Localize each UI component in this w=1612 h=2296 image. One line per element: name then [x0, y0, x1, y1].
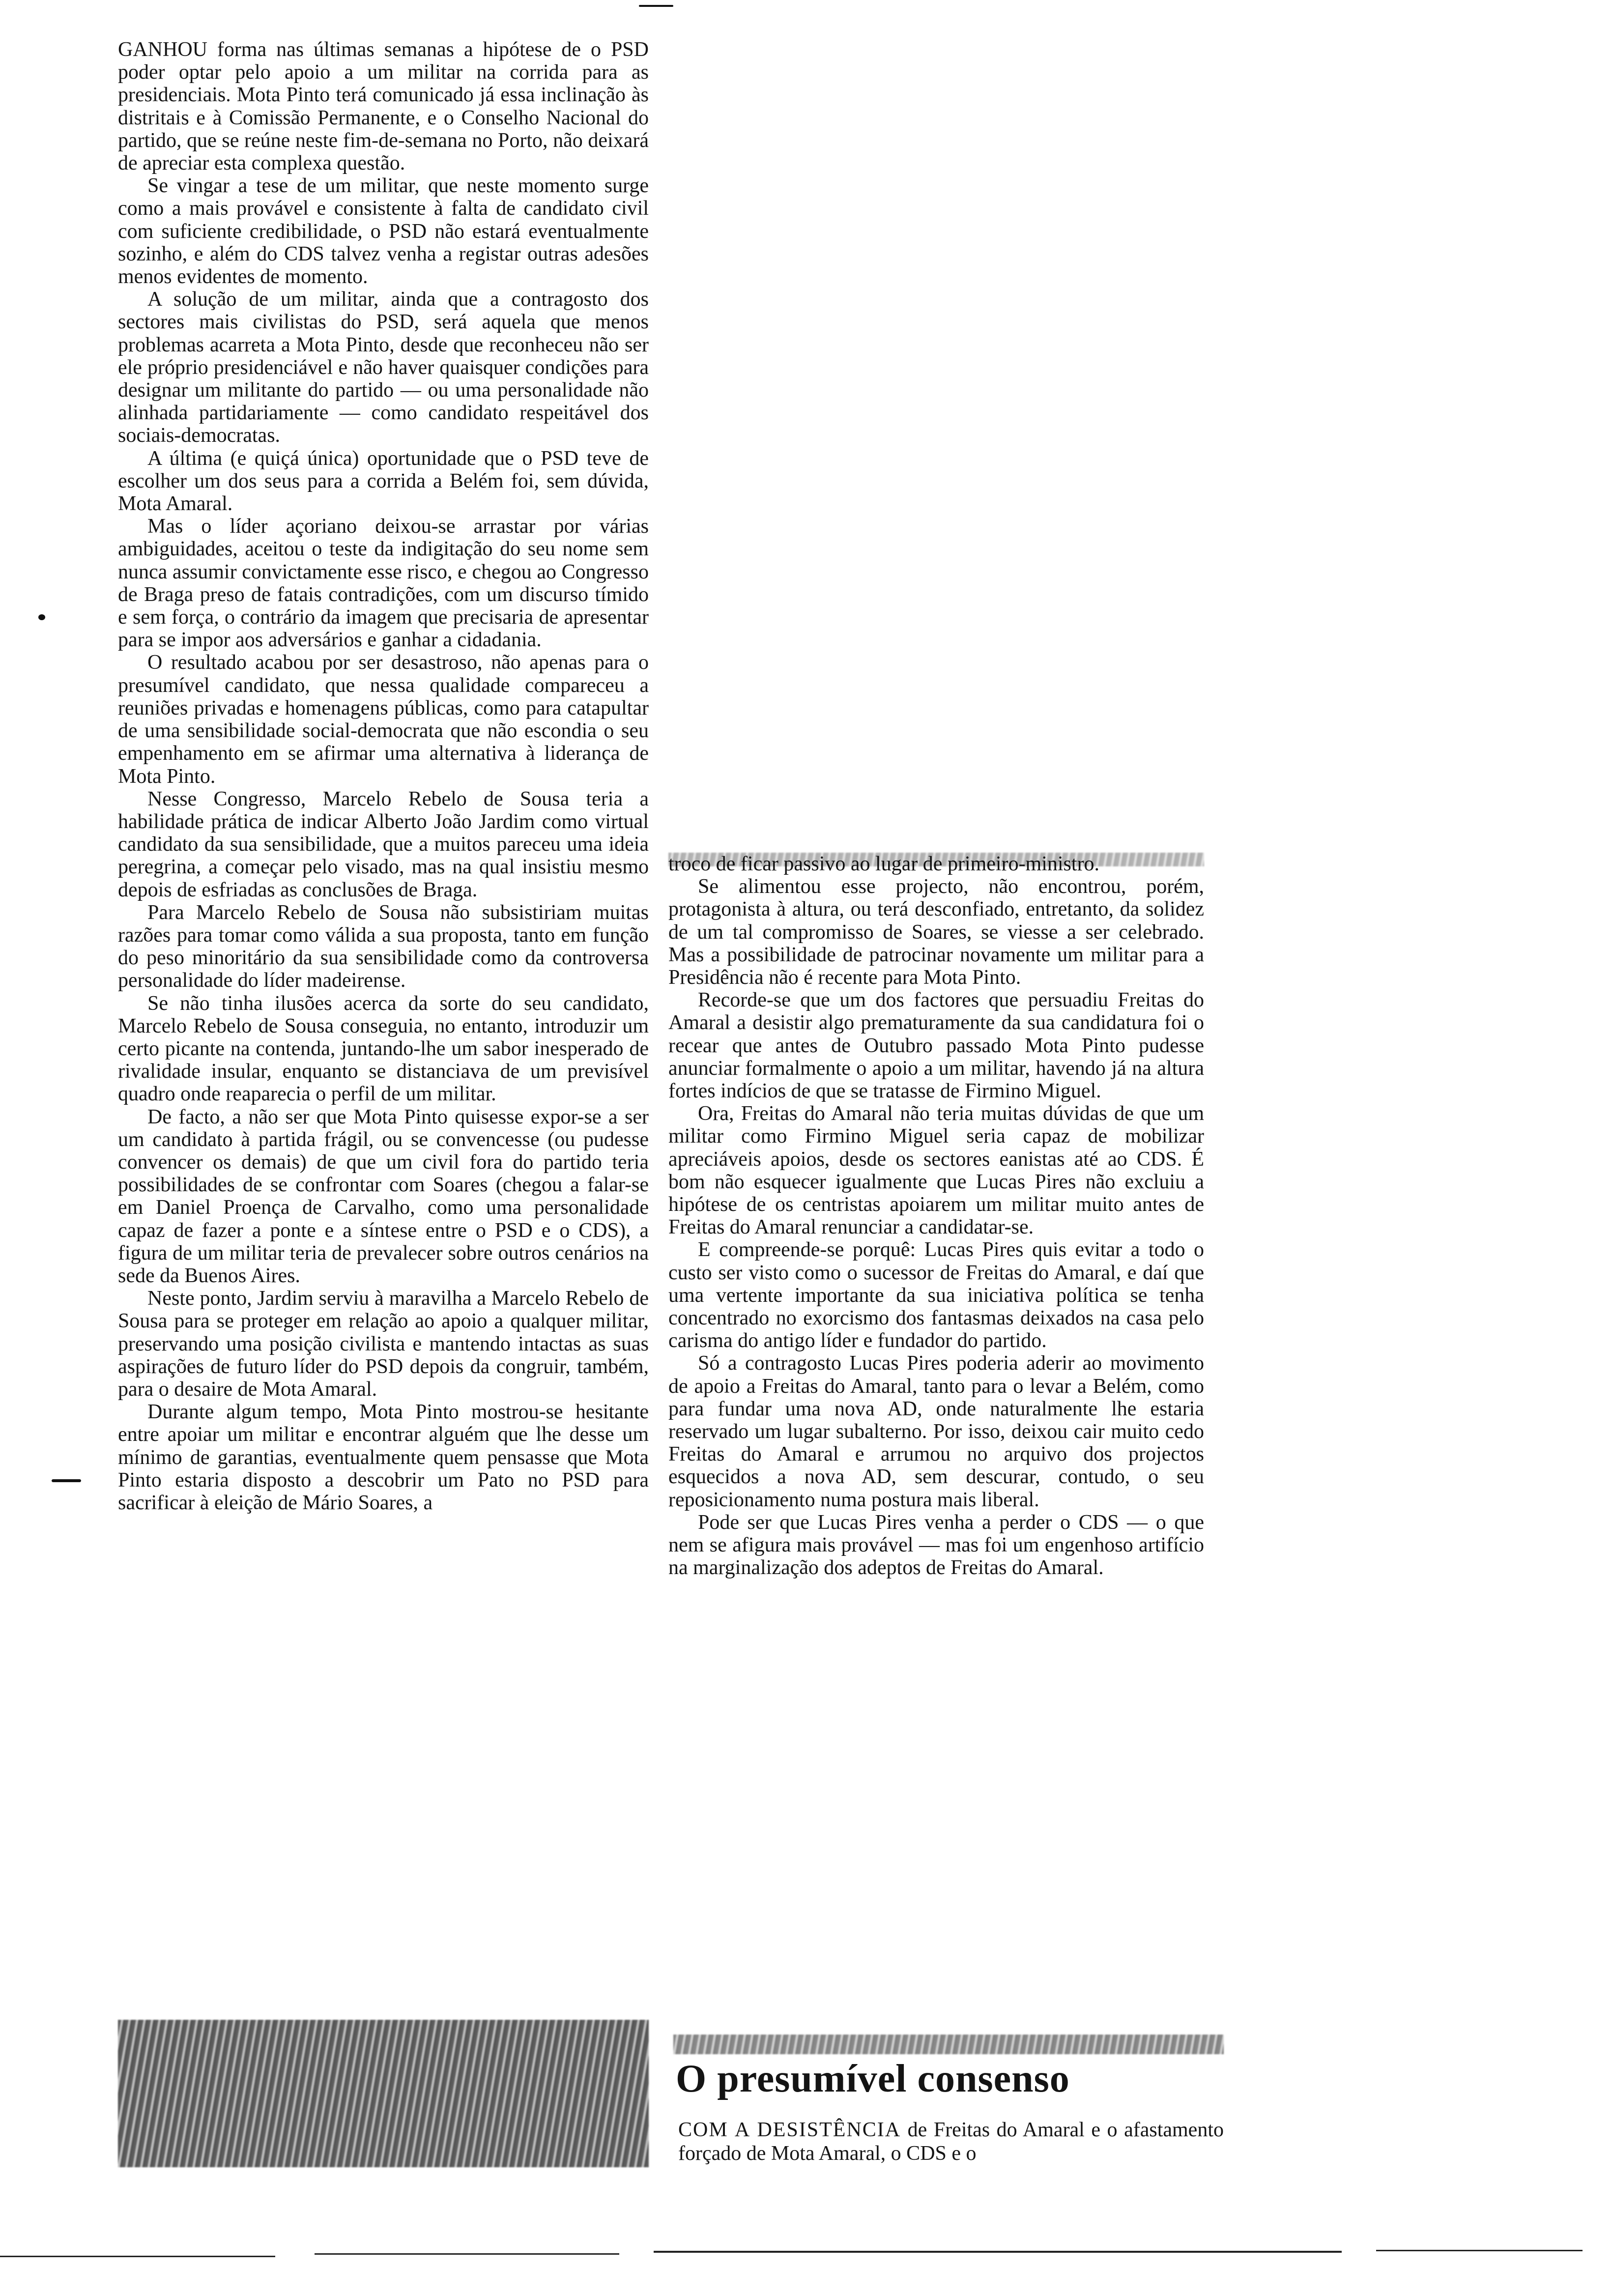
lead-text: de Freitas do Amaral e o afastamento forçado de Mota Amaral, o CDS e o	[678, 2119, 1224, 2165]
print-smear	[673, 2035, 1224, 2054]
paragraph: A última (e quiçá única) oportunidade que o PSD teve de escolher um dos seus para a corrida a Belém foi, sem dúvida, Mota Amaral.	[118, 447, 649, 516]
paragraph: Se alimentou esse projecto, não encontrou, porém, protagonista à altura, ou terá desconfiado, entretanto, da solidez de um tal compromisso de Soares, se viesse a ser celebrado. Mas a possibilidade de patrocinar novamente um militar para a Presidência não é recente para Mota Pinto.	[668, 875, 1204, 989]
bottom-rule	[1376, 2250, 1583, 2251]
section-headline: O presumível consenso	[676, 2057, 1070, 2100]
paragraph: O resultado acabou por ser desastroso, não apenas para o presumível candidato, que nessa qualidade compareceu a reuniões privadas e homenagens públicas, como para catapultar de uma sensibilidade social-democrata que não escondia o seu empenhamento em se afirmar uma alternativa à liderança de Mota Pinto.	[118, 651, 649, 788]
print-smear	[118, 2020, 649, 2167]
paragraph: Para Marcelo Rebelo de Sousa não subsistiriam muitas razões para tomar como válida a sua proposta, tanto em função do peso minoritário da sua sensibilidade como da controversa personalidade do líder madeirense.	[118, 901, 649, 992]
paragraph: GANHOU forma nas últimas semanas a hipótese de o PSD poder optar pelo apoio a um militar na corrida para as presidenciais. Mota Pinto terá comunicado já essa inclinação às distritais e à Comissão Permanente, e o Conselho Nacional do partido, que se reúne neste fim-de-semana no Porto, não deixará de apreciar esta complexa questão.	[118, 38, 649, 175]
print-smear	[668, 853, 1204, 866]
paragraph: Mas o líder açoriano deixou-se arrastar por várias ambiguidades, aceitou o teste da indigitação do seu nome sem nunca assumir convictamente esse risco, e chegou ao Congresso de Braga preso de fatais contradições, com um discurso tímido e sem força, o contrário da imagem que precisaria de apresentar para se impor aos adversários e ganhar a cidadania.	[118, 515, 649, 652]
right-column	[668, 853, 1204, 1579]
bottom-rule	[654, 2251, 1342, 2253]
paragraph: A solução de um militar, ainda que a contragosto dos sectores mais civilistas do PSD, será aquela que menos problemas acarreta a Mota Pinto, desde que reconheceu não ser ele próprio presidenciável e não haver quaisquer condições para designar um militante do partido — ou uma personalidade não alinhada partidariamente — como candidato respeitável dos sociais-democratas.	[118, 288, 649, 447]
scan-speck	[52, 1479, 81, 1482]
paragraph: E compreende-se porquê: Lucas Pires quis evitar a todo o custo ser visto como o sucessor de Freitas do Amaral, e daí que uma vertente importante da sua iniciativa política se tenha concentrado no exorcismo dos fantasmas deixados na casa pelo carisma do antigo líder e fundador do partido.	[668, 1238, 1204, 1352]
bottom-rule	[0, 2256, 275, 2257]
scan-speck	[38, 614, 45, 620]
paragraph: De facto, a não ser que Mota Pinto quisesse expor-se a ser um candidato à partida frágil, ou se convencesse (ou pudesse convencer os demais) de que um civil fora do partido teria possibilidades de se confrontar com Soares (chegou a falar-se em Daniel Proença de Carvalho, como uma personalidade capaz de fazer a ponte e a síntese entre o PSD e o CDS), a figura de um militar teria de prevalecer sobre outros cenários na sede da Buenos Aires.	[118, 1105, 649, 1287]
paragraph: Nesse Congresso, Marcelo Rebelo de Sousa teria a habilidade prática de indicar Alberto João Jardim como virtual candidato da sua sensibilidade, que a muitos pareceu uma ideia peregrina, a começar pelo visado, mas na qual insistiu mesmo depois de esfriadas as conclusões de Braga.	[118, 787, 649, 901]
paragraph: Só a contragosto Lucas Pires poderia aderir ao movimento de apoio a Freitas do Amaral, tanto para o levar a Belém, como para fundar uma nova AD, onde naturalmente lhe estaria reservado um lugar subalterno. Por isso, deixou cair muito cedo Freitas do Amaral e arrumou no arquivo dos projectos esquecidos a nova AD, sem descurar, contudo, o seu reposicionamento numa postura mais liberal.	[668, 1352, 1204, 1511]
paragraph: troco de ficar passivo ao lugar de primeiro-ministro.	[668, 853, 1100, 875]
section-lead	[678, 2118, 1224, 2165]
paragraph: Pode ser que Lucas Pires venha a perder o CDS — o que nem se afigura mais provável — mas foi um engenhoso artifício na marginalização dos adeptos de Freitas do Amaral.	[668, 1511, 1204, 1579]
paragraph: Durante algum tempo, Mota Pinto mostrou-se hesitante entre apoiar um militar e encontrar alguém que lhe desse um mínimo de garantias, eventualmente quem pensasse que Mota Pinto estaria disposto a descobrir um Pato no PSD para sacrificar à eleição de Mário Soares, a	[118, 1401, 649, 1514]
paragraph: Recorde-se que um dos factores que persuadiu Freitas do Amaral a desistir algo prematuramente da sua candidatura foi o recear que antes de Outubro passado Mota Pinto pudesse anunciar formalmente o apoio a um militar, havendo já na altura fortes indícios de que se tratasse de Firmino Miguel.	[668, 989, 1204, 1103]
paragraph: Se não tinha ilusões acerca da sorte do seu candidato, Marcelo Rebelo de Sousa conseguia, no entanto, introduzir um certo picante na contenda, juntando-lhe um sabor inesperado de rivalidade insular, enquanto se distanciava de um previsível quadro onde reaparecia o perfil de um militar.	[118, 992, 649, 1106]
left-column	[118, 38, 649, 1514]
lead-caps: COM A DESISTÊNCIA	[678, 2119, 901, 2141]
scan-speck	[639, 5, 673, 7]
paragraph: Ora, Freitas do Amaral não teria muitas dúvidas de que um militar como Firmino Miguel seria capaz de mobilizar apreciáveis apoios, desde os sectores eanistas até ao CDS. É bom não esquecer igualmente que Lucas Pires não excluiu a hipótese de os centristas apoiarem um militar muito antes de Freitas do Amaral renunciar a candidatar-se.	[668, 1102, 1204, 1239]
paragraph: Neste ponto, Jardim serviu à maravilha a Marcelo Rebelo de Sousa para se proteger em relação ao apoio a qualquer militar, preservando uma posição civilista e mantendo intactas as suas aspirações de futuro líder do PSD depois da congruir, também, para o desaire de Mota Amaral.	[118, 1287, 649, 1401]
paragraph: Se vingar a tese de um militar, que neste momento surge como a mais provável e consistente à falta de candidato civil com suficiente credibilidade, o PSD não estará eventualmente sozinho, e além do CDS talvez venha a registar outras adesões menos evidentes de momento.	[118, 174, 649, 288]
bottom-rule	[315, 2253, 619, 2255]
